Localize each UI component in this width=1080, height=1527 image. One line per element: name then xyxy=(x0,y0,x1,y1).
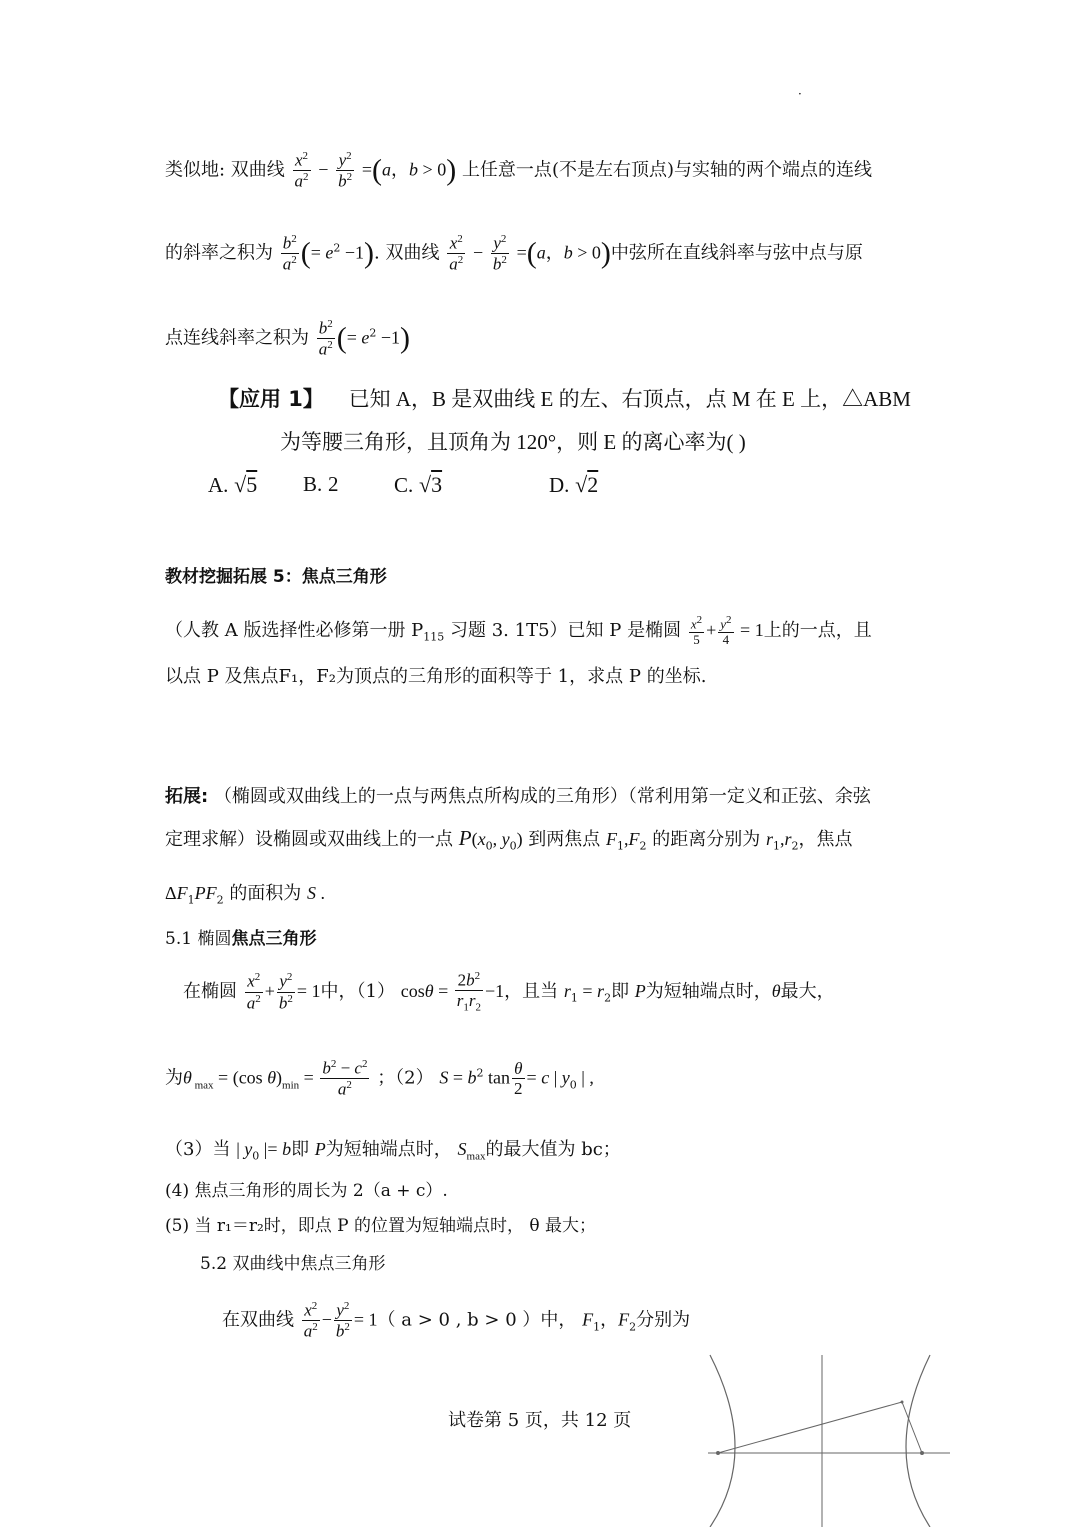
source-page: 115 xyxy=(423,630,445,644)
corner-mark: · xyxy=(798,87,802,101)
application-text-1: 已知 A，B 是双曲线 E 的左、右顶点，点 M 在 E 上，△ABM xyxy=(348,387,911,411)
page-footer: 试卷第 5 页，共 12 页 xyxy=(448,1410,632,1431)
focal-radius-1 xyxy=(718,1402,902,1453)
s52-line1-mid: （ a > 0 , b > 0 ）中， xyxy=(377,1309,577,1331)
focal-radius-2 xyxy=(902,1402,922,1453)
s51-line3-suffix: 的最大值为 bc； xyxy=(485,1139,621,1160)
s51-line2-prefix: 为 xyxy=(165,1067,183,1089)
s51-heading-bold: 焦点三角形 xyxy=(231,929,317,949)
extension-line-3: $\Delta F_1PF_2$ 的面积为 S . xyxy=(165,883,326,907)
paragraph-line-3: 点连线斜率之积为 $\frac{b^2}{a^2}$ (= $e^2 -1$) xyxy=(165,318,411,359)
s51-line1-mid3: 即 xyxy=(611,981,630,1003)
option-d xyxy=(549,474,598,496)
option-b xyxy=(303,474,339,495)
section-5-1-heading xyxy=(165,931,316,948)
s51-line1-end: 最大， xyxy=(780,981,835,1003)
section-5-line-1: （人教 A 版选择性必修第一册 $P_{115}$ 习题 3. 1T5）已知 P 是椭圆 $\frac{x^2}{5}$ + $\frac{y^2}{4}$ = 1上的一点，且 xyxy=(165,614,872,648)
p2-sep: . 双曲线 xyxy=(374,242,440,264)
s51-line1-mid: 中，（1） xyxy=(320,981,395,1003)
s52-line-1: 在双曲线 $\frac{x^2}{a^2}$ − $\frac{y^2}{b^2}$ = 1（ a > 0 , b > 0 ）中， $F_1$，$F_2$分别为 xyxy=(222,1300,691,1341)
option-b-label: B. xyxy=(303,472,323,496)
extension-suffix-3: 的面积为 xyxy=(229,883,302,904)
s51-line-4: (4) 焦点三角形的周长为 2（a + c）. xyxy=(165,1181,448,1201)
extension-mid-2: 到两焦点 xyxy=(528,829,601,850)
option-d-label: D. xyxy=(549,473,570,497)
s51-line3-mid: 即 xyxy=(291,1139,310,1160)
extension-prefix-2: 定理求解）设椭圆或双曲线上的一点 xyxy=(165,829,453,850)
p2-suffix: 中弦所在直线斜率与弦中点与原 xyxy=(610,242,863,264)
p1-prefix: 类似地: 双曲线 xyxy=(165,159,285,181)
application-line-1 xyxy=(218,389,911,410)
extension-mid2-2: 的距离分别为 xyxy=(652,829,761,850)
point-p xyxy=(901,1401,904,1404)
section-5-line-2: 以点 P 及焦点F₁，F₂为顶点的三角形的面积等于 1，求点 P 的坐标. xyxy=(165,666,707,687)
application-line-2 xyxy=(280,432,746,453)
option-c xyxy=(394,474,442,496)
p2-prefix: 的斜率之积为 xyxy=(165,242,273,264)
extension-line-1 xyxy=(165,788,871,806)
s51-line2-sep: ；（2） xyxy=(377,1067,434,1089)
hyperbola-diagram xyxy=(700,1350,960,1527)
right-branch xyxy=(906,1355,930,1527)
s51-line-5: (5) 当 r₁＝r₂时，即点 P 的位置为短轴端点时， θ 最大； xyxy=(165,1216,597,1236)
p3-prefix: 点连线斜率之积为 xyxy=(165,327,309,349)
source-prefix: （人教 A 版选择性必修第一册 P xyxy=(165,620,424,642)
source-mid: 习题 3. 1T5）已知 P 是椭圆 xyxy=(444,620,682,642)
focus-f1 xyxy=(716,1451,720,1455)
p1-suffix: 与实轴的两个端点的连线 xyxy=(673,159,872,181)
sqrt-icon: √5 xyxy=(234,472,258,497)
section-5-title: 教材挖掘拓展 5：焦点三角形 xyxy=(165,567,387,587)
option-d-value: 2 xyxy=(587,472,599,497)
s51-line3-mid2: 为短轴端点时， xyxy=(325,1139,452,1160)
s51-heading-prefix: 5.1 椭圆 xyxy=(165,929,232,949)
extension-line-2: 定理求解）设椭圆或双曲线上的一点 $P(x_0$, $y_0$) 到两焦点 $F_1,F_2$ 的距离分别为 $r_1,r_2$，焦点 xyxy=(165,826,853,853)
application-tag: 【应用 1】 xyxy=(218,387,324,411)
option-c-value: 3 xyxy=(431,472,443,497)
p1-mid: 上任意一点 xyxy=(461,159,552,181)
s52-line1-suffix: 分别为 xyxy=(636,1309,691,1331)
option-a-value: 5 xyxy=(246,472,258,497)
s51-line1-mid2: ，且当 xyxy=(504,981,559,1003)
application-text-2: 为等腰三角形，且顶角为 120°，则 E 的离心率为( ) xyxy=(280,430,746,454)
section-5-2-heading: 5.2 双曲线中焦点三角形 xyxy=(200,1254,386,1274)
s51-line-1: 在椭圆 $\frac{x^2}{a^2}$ + $\frac{y^2}{b^2}$ = 1中，（1） cosθ = $\frac{2b^2}{r_1r_2}$ −1，且当 $r_1 = r_2$即 P为短轴端点时，θ最大， xyxy=(183,970,835,1014)
extension-label: 拓展: xyxy=(165,786,209,807)
extension-text-1: （椭圆或双曲线上的一点与两焦点所构成的三角形）（常利用第一定义和正弦、余弦 xyxy=(213,786,871,807)
extension-suffix-2: ，焦点 xyxy=(798,829,853,850)
s51-line1-suffix: 为短轴端点时， xyxy=(645,981,772,1003)
focus-f2 xyxy=(920,1451,924,1455)
p1-paren-note: (不是左右顶点) xyxy=(551,159,674,181)
source-suffix: 上的一点，且 xyxy=(763,620,872,642)
option-a xyxy=(208,474,257,496)
s52-line1-prefix: 在双曲线 xyxy=(222,1309,294,1331)
s51-line1-prefix: 在椭圆 xyxy=(183,981,237,1003)
paragraph-line-1: 类似地: 双曲线 $\frac{x^2}{a^2}$ − $\frac{y^2}{b^2}$ =(a，b > 0) 上任意一点(不是左右顶点)与实轴的两个端点的连线 xyxy=(165,150,872,191)
option-a-label: A. xyxy=(208,473,229,497)
option-c-label: C. xyxy=(394,473,414,497)
s51-line-3: （3）当 | $y_0$ |= b即 P为短轴端点时， $S_{max}$的最大值为 bc； xyxy=(165,1139,621,1163)
sqrt-icon: √3 xyxy=(419,472,443,497)
paragraph-line-2: 的斜率之积为 $\frac{b^2}{a^2}$ (= $e^2 -1$). 双曲线 $\frac{x^2}{a^2}$ − $\frac{y^2}{b^2}$ =(a，b > 0)中弦所在直线斜率与弦中点与原 xyxy=(165,233,863,274)
s51-line-2: 为θ $_{max}$ = (cos $\theta)_{min}$ = $\frac{b^2 - c^2}{a^2}$ ；（2） $S = b^2$ tan $\frac{\theta}{2}$ = c | $y_0$ | , xyxy=(165,1058,594,1099)
left-branch xyxy=(710,1355,735,1527)
option-b-value: 2 xyxy=(328,472,339,496)
s51-line3-prefix: （3）当 xyxy=(165,1139,231,1160)
sqrt-icon: √2 xyxy=(575,472,599,497)
